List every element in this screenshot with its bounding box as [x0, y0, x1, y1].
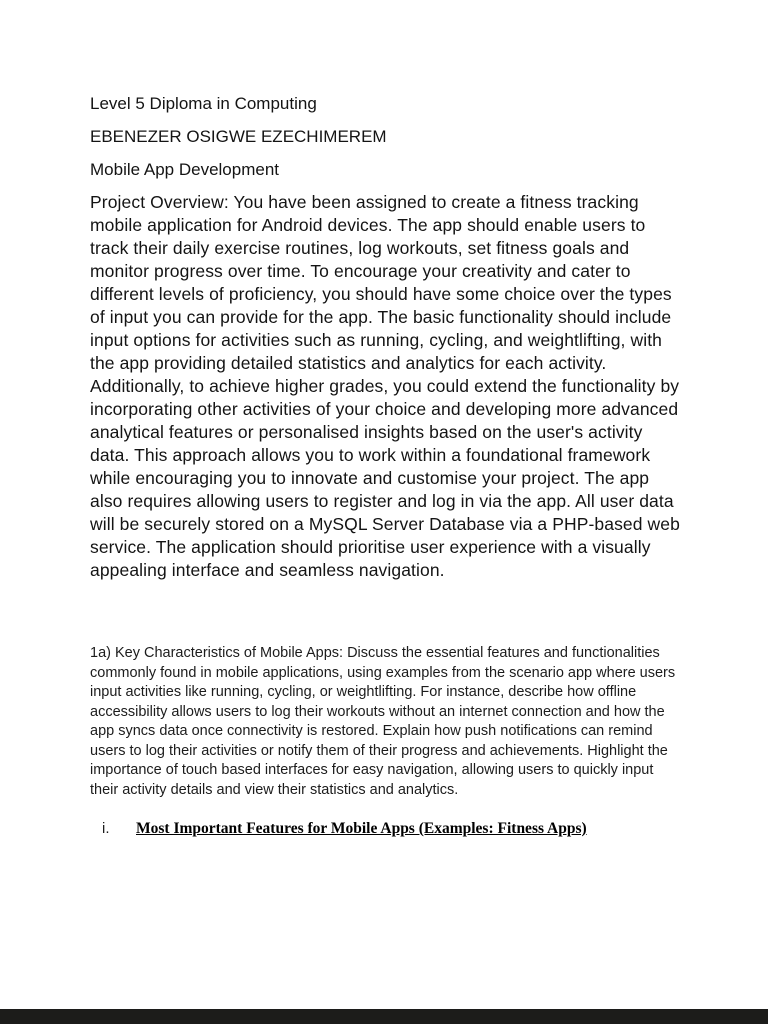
list-item-heading: Most Important Features for Mobile Apps (Examples: Fitness Apps) — [136, 820, 587, 837]
list-item-marker: i. — [102, 820, 110, 837]
project-overview-paragraph: Project Overview: You have been assigned to create a fitness tracking mobile application for Android devices. The app should enable users to track their daily exercise routines, log workouts, set fitness goals and monitor progress over time. To encourage your creativity and cater to different levels of proficiency, you should have some choice over the types of input you can provide for the app. The basic functionality should include input options for activities such as running, cycling, and weightlifting, with the app providing detailed statistics and analytics for each activity. Additionally, to achieve higher grades, you could extend the functionality by incorporating other activities of your choice and developing more advanced analytical features or personalised insights based on the user's activity data. This approach allows you to work within a foundational framework while encouraging you to innovate and customise your project. The app also requires allowing users to register and log in via the app. All user data will be securely stored on a MySQL Server Database via a PHP-based web service. The application should prioritise user experience with a visually appealing interface and seamless navigation. — [90, 192, 680, 580]
list-item — [102, 820, 680, 838]
course-title: Level 5 Diploma in Computing — [90, 94, 317, 113]
viewer-footer-bar — [0, 1009, 768, 1024]
student-name: EBENEZER OSIGWE EZECHIMEREM — [90, 127, 387, 146]
module-title: Mobile App Development — [90, 160, 280, 179]
question-1a-paragraph: 1a) Key Characteristics of Mobile Apps: Discuss the essential features and functionalities commonly found in mobile applications, using examples from the scenario app where users input activities like running, cycling, or weightlifting. For instance, describe how offline accessibility allows users to log their workouts without an internet connection and how the app syncs data once connectivity is restored. Explain how push notifications can remind users to log their activities or notify them of their progress and achievements. Highlight the importance of touch based interfaces for easy navigation, allowing users to quickly input their activity details and view their statistics and analytics. — [90, 645, 676, 798]
